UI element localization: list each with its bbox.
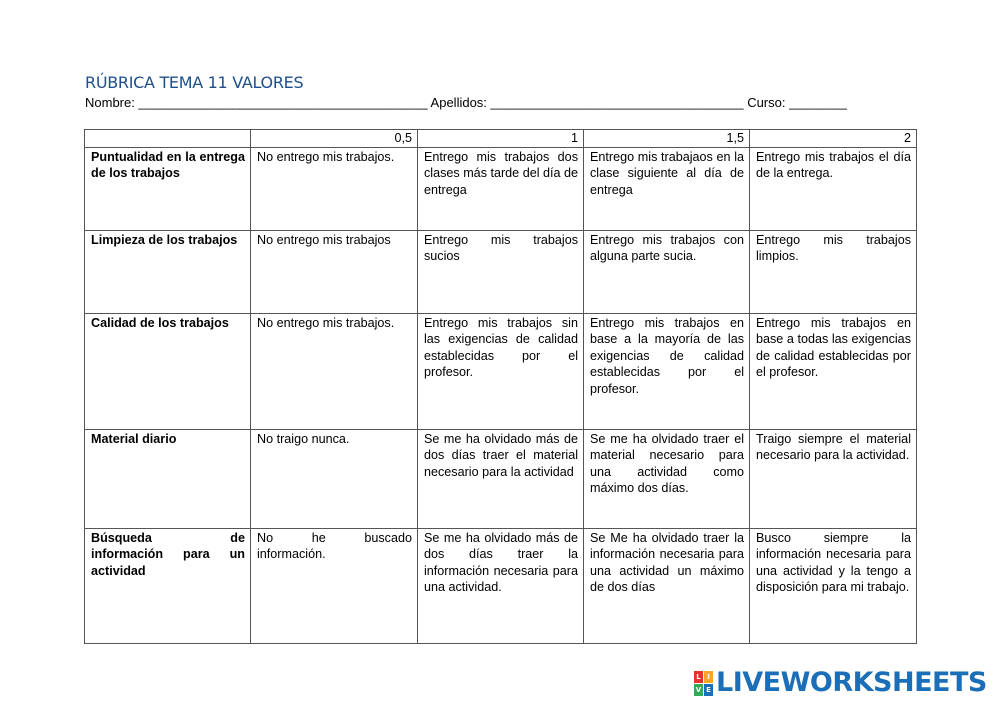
descriptor-cell: Entrego mis trabajos sin las exigencias de calidad establecidas por el profesor. — [418, 313, 584, 429]
descriptor-cell: Entrego mis trabajos el día de la entrega. — [750, 147, 917, 230]
page-title: RÚBRICA TEMA 11 VALORES — [85, 73, 304, 92]
criterion-cell: Limpieza de los trabajos — [85, 230, 251, 313]
header-cell-empty — [85, 130, 251, 148]
live-logo-icon — [694, 671, 713, 696]
table-row — [85, 230, 917, 313]
logo-letter: E — [704, 684, 713, 696]
descriptor-cell: Entrego mis trabajos sucios — [418, 230, 584, 313]
descriptor-cell: Entrego mis trabajos en base a todas las exigencias de calidad establecidas por el profesor. — [750, 313, 917, 429]
brand-wordmark: LIVEWORKSHEETS — [716, 667, 987, 698]
rubric-table — [84, 129, 917, 644]
header-cell-score: 1 — [418, 130, 584, 148]
table-row — [85, 429, 917, 528]
descriptor-cell: No entrego mis trabajos. — [251, 313, 418, 429]
table-row — [85, 147, 917, 230]
descriptor-cell: No entrego mis trabajos. — [251, 147, 418, 230]
criterion-cell: Búsqueda de información para un actividad — [85, 528, 251, 643]
descriptor-cell: Se me ha olvidado más de dos días traer el material necesario para la actividad — [418, 429, 584, 528]
descriptor-cell: Entrego mis trabajos en base a la mayoría de las exigencias de calidad establecidas por el profesor. — [584, 313, 750, 429]
descriptor-cell: Entrego mis trabajos con alguna parte sucia. — [584, 230, 750, 313]
header-cell-score: 2 — [750, 130, 917, 148]
logo-letter: V — [695, 685, 702, 694]
descriptor-cell: No entrego mis trabajos — [251, 230, 418, 313]
logo-letter: L — [694, 671, 703, 683]
header-cell-score: 0,5 — [251, 130, 418, 148]
descriptor-cell: Traigo siempre el material necesario para la actividad. — [750, 429, 917, 528]
descriptor-cell: Se me ha olvidado traer el material necesario para una actividad como máximo dos días. — [584, 429, 750, 528]
descriptor-cell: Entrego mis trabajaos en la clase siguiente al día de entrega — [584, 147, 750, 230]
criterion-cell: Calidad de los trabajos — [85, 313, 251, 429]
descriptor-cell: Se me ha olvidado más de dos días traer la información necesaria para una actividad. — [418, 528, 584, 643]
descriptor-cell: Entrego mis trabajos dos clases más tarde del día de entrega — [418, 147, 584, 230]
table-row — [85, 313, 917, 429]
table-row — [85, 528, 917, 643]
descriptor-cell: Entrego mis trabajos limpios. — [750, 230, 917, 313]
descriptor-cell: Busco siempre la información necesaria para una actividad y la tengo a disposición para mi trabajo. — [750, 528, 917, 643]
criterion-cell: Puntualidad en la entrega de los trabajos — [85, 147, 251, 230]
descriptor-cell: No he buscado información. — [251, 528, 418, 643]
descriptor-cell: No traigo nunca. — [251, 429, 418, 528]
header-row — [85, 130, 917, 148]
liveworksheets-logo — [694, 667, 987, 698]
logo-letter: I — [704, 671, 713, 683]
criterion-cell: Material diario — [85, 429, 251, 528]
header-cell-score: 1,5 — [584, 130, 750, 148]
student-fields-line: Nombre: ________________________________________ Apellidos: ___________________________________ Curso: ________ — [85, 95, 847, 110]
descriptor-cell: Se Me ha olvidado traer la información necesaria para una actividad un máximo de dos días — [584, 528, 750, 643]
